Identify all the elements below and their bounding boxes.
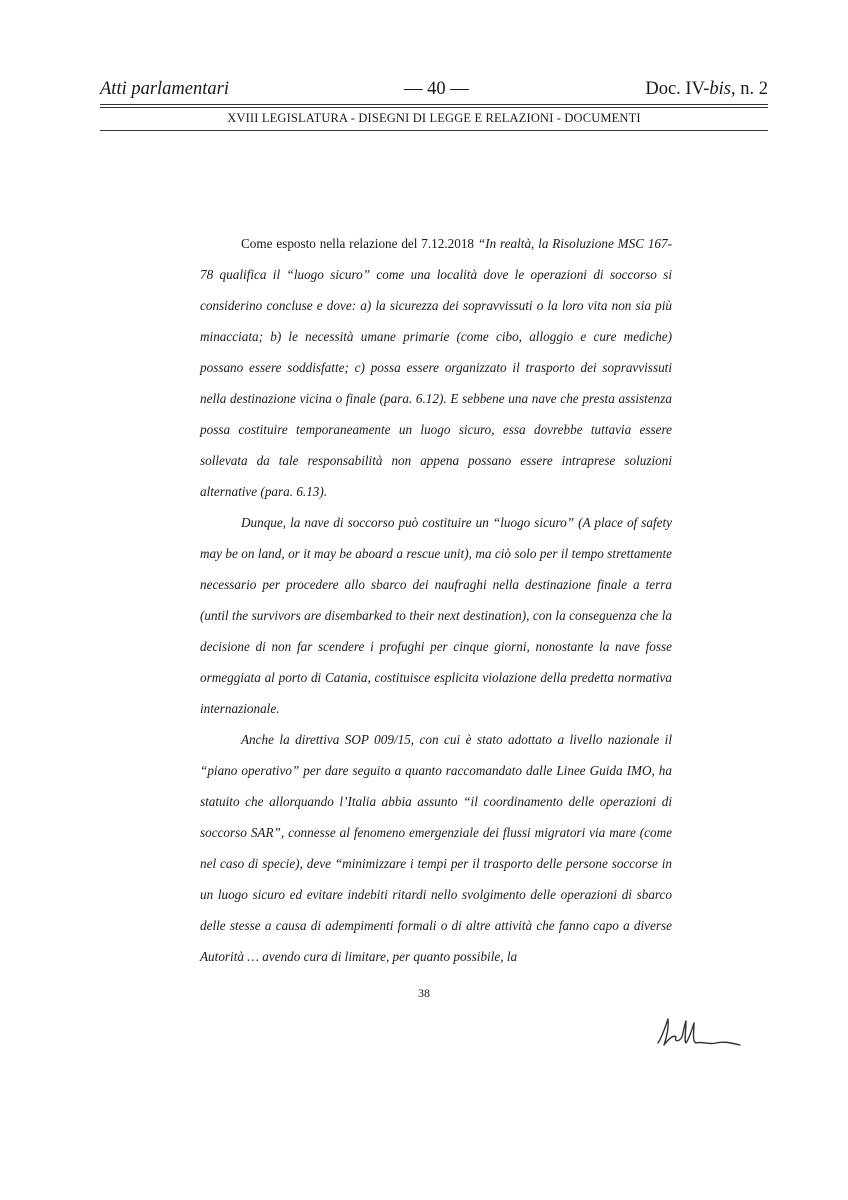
header-rule-bottom bbox=[100, 130, 768, 131]
body-text bbox=[200, 228, 672, 972]
footer-page-number: 38 bbox=[418, 986, 430, 1000]
p2-a: Dunque, la nave di soccorso può costituire un “luogo sicuro” bbox=[241, 515, 575, 530]
p1-intro: Come esposto nella relazione del 7.12.2018 bbox=[241, 236, 475, 251]
p2-e: con la conseguenza che la decisione di non far scendere i profughi per cinque giorni, nonostante la nave fosse ormeggiata al porto di Catania, costituisce esplicita violazione della predetta normativa internazionale. bbox=[200, 608, 673, 716]
header-page-number: — 40 — bbox=[404, 79, 469, 99]
paragraph-3 bbox=[200, 724, 672, 972]
header-rule-top bbox=[100, 104, 768, 105]
signature-icon bbox=[652, 1007, 748, 1055]
p2-c: ma ciò solo per il tempo strettamente necessario per procedere allo sbarco dei naufraghi nella destinazione finale a terra bbox=[200, 546, 673, 592]
p2-b: (A place of safety may be on land, or it may be aboard a rescue unit), bbox=[200, 515, 672, 561]
header-rule-double bbox=[100, 107, 768, 108]
p3-a: Anche la direttiva SOP 009/15, con cui è stato adottato a livello nazionale il “piano operativo” per dare seguito a quanto raccomandato dalle Linee Guida IMO, ha statuito che allorquando l’Italia abbia assunto “il coordinamento delle operazioni di soccorso SAR”, connesse al fenomeno emergenziale dei flussi migratori via mare (come nel caso di specie), deve bbox=[200, 732, 672, 871]
p1-quote: “In realtà, la Risoluzione MSC 167-78 qualifica il “luogo sicuro” come una località dove le operazioni di soccorso si considerino concluse e dove: a) la sicurezza dei sopravvissuti o la loro vita non sia più minacciata; b) le necessità umane primarie (come cibo, alloggio e cure mediche) possano essere soddisfatte; c) possa essere organizzato il trasporto dei sopravvissuti nella destinazione vicina o finale (para. 6.12). E sebbene una nave che presta assistenza possa costituire temporaneamente un luogo sicuro, essa dovrebbe tuttavia essere sollevata da tale responsabilità non appena possano essere intraprese soluzioni alternative (para. 6.13). bbox=[200, 236, 673, 499]
doc-ref-suffix: , n. 2 bbox=[731, 79, 768, 99]
header-left-title: Atti parlamentari bbox=[100, 79, 229, 99]
header-document-ref bbox=[645, 76, 768, 102]
legislature-subtitle: XVIII LEGISLATURA - DISEGNI DI LEGGE E RELAZIONI - DOCUMENTI bbox=[227, 111, 641, 125]
paragraph-1 bbox=[200, 228, 672, 507]
p3-b: “minimizzare i tempi per il trasporto delle persone soccorse in un luogo sicuro ed evitare indebiti ritardi nello svolgimento delle operazioni di sbarco delle stesse a causa di adempimenti formali o di altre attività che fanno capo a diverse Autorità … avendo cura di limitare, per quanto possibile, la bbox=[200, 856, 672, 964]
p2-d: (until the survivors are disembarked to their next destination), bbox=[200, 608, 530, 623]
running-header bbox=[100, 76, 768, 102]
doc-ref-prefix: Doc. IV- bbox=[645, 79, 710, 99]
doc-ref-italic: bis bbox=[709, 79, 731, 99]
paragraph-2 bbox=[200, 507, 672, 724]
